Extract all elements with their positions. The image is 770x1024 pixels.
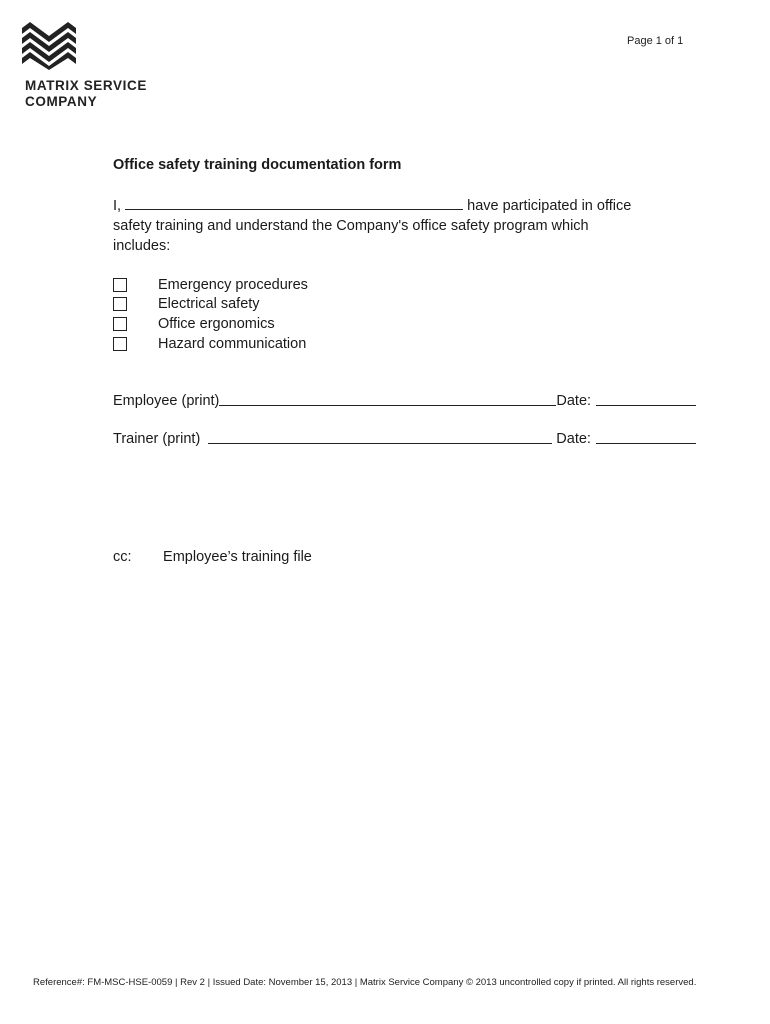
checkbox-office-ergonomics[interactable] [113, 317, 127, 331]
intro-line-3: includes: [113, 238, 171, 254]
intro-line-1 [113, 196, 653, 216]
intro-suffix: have participated in office [467, 198, 632, 214]
employee-label: Employee (print) [113, 393, 220, 409]
checklist-label: Emergency procedures [158, 276, 308, 293]
employee-date-label: Date: [556, 393, 592, 409]
employee-name-field[interactable] [219, 404, 556, 406]
trainer-label: Trainer (print) [113, 431, 201, 447]
trainer-date-field[interactable] [596, 442, 696, 444]
employee-signature-row [113, 393, 696, 409]
cc-value: Employee’s training file [163, 549, 312, 565]
checkbox-hazard-communication[interactable] [113, 337, 127, 351]
company-name-line1: MATRIX SERVICE [25, 78, 147, 93]
checkbox-emergency-procedures[interactable] [113, 278, 127, 292]
trainer-signature-row [113, 431, 696, 447]
intro-paragraph [113, 196, 653, 256]
checklist-label: Office ergonomics [158, 315, 275, 332]
intro-prefix: I, [113, 198, 122, 214]
checklist-item [113, 295, 308, 315]
cc-label: cc: [113, 549, 132, 565]
trainer-date-label: Date: [556, 431, 591, 447]
cc-line [113, 549, 312, 565]
footer-reference: Reference#: FM-MSC-HSE-0059 | Rev 2 | Issued Date: November 15, 2013 | Matrix Service Company © 2013 uncontrolled copy if printed. All rights reserved. [33, 977, 697, 988]
employee-date-field[interactable] [596, 404, 696, 406]
checklist-item [113, 275, 308, 295]
checkbox-electrical-safety[interactable] [113, 297, 127, 311]
checklist-item [113, 334, 308, 354]
participant-name-field[interactable] [125, 196, 463, 210]
company-name [25, 78, 147, 110]
matrix-service-logo-icon [22, 22, 76, 70]
checklist-label: Hazard communication [158, 335, 307, 352]
trainer-name-field[interactable] [208, 442, 552, 444]
checklist-item [113, 314, 308, 334]
company-name-line2: COMPANY [25, 94, 98, 109]
form-title: Office safety training documentation form [113, 157, 402, 173]
intro-line-2: safety training and understand the Company's office safety program which [113, 218, 589, 234]
page-number: Page 1 of 1 [627, 35, 684, 47]
training-checklist [113, 275, 308, 353]
checklist-label: Electrical safety [158, 296, 260, 313]
